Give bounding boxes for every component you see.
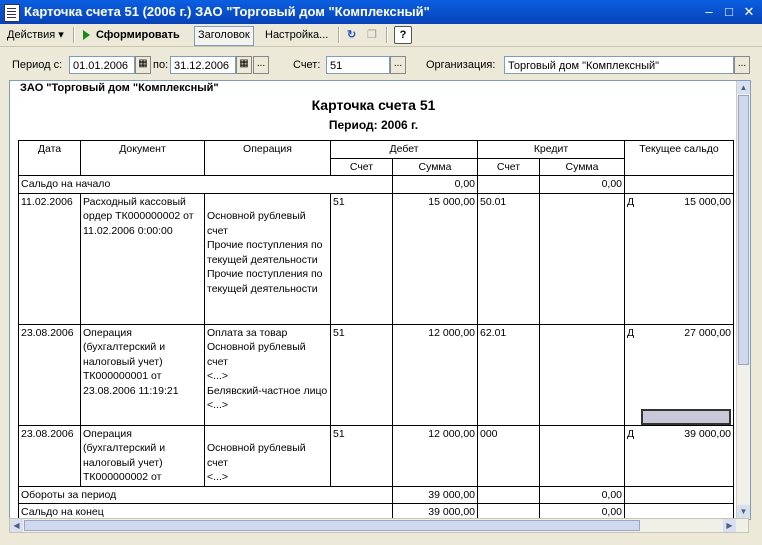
close-icon[interactable]: ✕	[743, 4, 755, 19]
parameters-panel	[0, 47, 762, 77]
toolbar-separator	[338, 27, 340, 43]
operation-line: Белявский-частное лицо	[207, 384, 328, 397]
header-button[interactable]: Заголовок	[194, 26, 254, 46]
refresh-icon[interactable]: ↻	[347, 29, 357, 41]
table-row[interactable]	[19, 324, 734, 425]
row-date: 23.08.2006	[19, 425, 81, 486]
balance-side: Д	[627, 326, 635, 339]
opening-debit: 0,00	[393, 176, 478, 194]
scroll-right-icon[interactable]: ▶	[723, 519, 736, 532]
header-balance: Текущее сальдо	[625, 141, 734, 176]
help-button[interactable]: ?	[394, 26, 412, 44]
operation-line: Основной рублевый счет	[207, 442, 306, 469]
table-row[interactable]	[19, 425, 734, 486]
row-credit-sum	[540, 324, 625, 425]
row-date: 23.08.2006	[19, 324, 81, 425]
turnover-credit: 0,00	[540, 486, 625, 504]
play-icon	[83, 30, 90, 40]
selection-cursor[interactable]	[641, 409, 731, 425]
operation-line: Прочие поступления по текущей деятельности	[207, 239, 323, 266]
row-operation	[205, 193, 331, 324]
document-icon	[4, 4, 20, 22]
row-debit-sum: 15 000,00	[393, 193, 478, 324]
account-card-table	[18, 140, 734, 520]
row-debit-sum: 12 000,00	[393, 425, 478, 486]
row-credit-account: 62.01	[478, 324, 540, 425]
organization-select-button[interactable]: ...	[734, 56, 750, 74]
operation-line: Основной рублевый счет	[207, 341, 306, 368]
scroll-left-icon[interactable]: ◀	[10, 519, 23, 532]
scroll-down-icon[interactable]: ▼	[737, 505, 750, 518]
row-date: 11.02.2006	[19, 193, 81, 324]
actions-menu[interactable]	[4, 26, 67, 44]
operation-line: <...>	[207, 471, 229, 483]
row-balance	[625, 425, 734, 486]
operation-line: Основной рублевый счет	[207, 210, 306, 237]
table-row[interactable]	[19, 193, 734, 324]
balance-side: Д	[627, 195, 635, 208]
balance-side: Д	[627, 427, 635, 440]
toolbar-separator	[386, 27, 388, 43]
toolbar	[0, 24, 762, 47]
title-bar	[0, 0, 762, 24]
operation-line: Оплата за товар	[207, 326, 288, 339]
closing-credit: 0,00	[540, 504, 625, 521]
header-credit: Кредит	[478, 141, 625, 159]
header-document: Документ	[81, 141, 205, 176]
period-from-label: Период с:	[12, 59, 63, 71]
operation-line: <...>	[207, 399, 229, 411]
opening-balance-label: Сальдо на начало	[19, 176, 393, 194]
balance-sum: 39 000,00	[684, 427, 731, 440]
copy-icon[interactable]: ❐	[367, 29, 377, 41]
turnover-label: Обороты за период	[19, 486, 393, 504]
turnover-debit: 39 000,00	[393, 486, 478, 504]
row-credit-account: 000	[478, 425, 540, 486]
operation-line: <...>	[207, 370, 229, 382]
row-credit-sum	[540, 425, 625, 486]
toolbar-separator	[73, 27, 75, 43]
cell	[478, 486, 540, 504]
calendar-icon[interactable]: ▦	[236, 56, 252, 74]
report-title: Карточка счета 51	[311, 97, 436, 113]
generate-label: Сформировать	[96, 29, 180, 41]
settings-button[interactable]: Настройка...	[265, 29, 329, 41]
opening-balance-row[interactable]	[19, 176, 734, 194]
period-select-button[interactable]: ...	[253, 56, 269, 74]
turnover-row[interactable]	[19, 486, 734, 504]
report-organization: ЗАО "Торговый дом "Комплексный"	[20, 82, 219, 94]
account-label: Счет:	[293, 59, 321, 71]
row-debit-account: 51	[331, 324, 393, 425]
header-operation: Операция	[205, 141, 331, 176]
table-header-row	[19, 141, 734, 159]
generate-button[interactable]	[80, 26, 183, 44]
cell	[625, 486, 734, 504]
maximize-icon[interactable]: □	[725, 4, 733, 19]
horizontal-scroll-thumb[interactable]	[24, 520, 640, 531]
header-debit: Дебет	[331, 141, 478, 159]
cell	[625, 176, 734, 194]
organization-label: Организация:	[426, 59, 496, 71]
vertical-scrollbar[interactable]	[736, 81, 750, 518]
calendar-icon[interactable]: ▦	[135, 56, 151, 74]
balance-sum: 27 000,00	[684, 326, 731, 339]
period-from-field[interactable]: 01.01.2006	[69, 56, 135, 74]
window-title: Карточка счета 51 (2006 г.) ЗАО "Торговый дом "Комплексный"	[24, 4, 430, 19]
row-document: Расходный кассовый ордер ТК000000002 от 11.02.2006 0:00:00	[81, 193, 205, 324]
period-to-field[interactable]: 31.12.2006	[170, 56, 236, 74]
row-balance	[625, 324, 734, 425]
report-area[interactable]	[9, 80, 751, 520]
operation-line: Прочие поступления по текущей деятельности	[207, 268, 323, 295]
row-credit-sum	[540, 193, 625, 324]
header-credit-account: Счет	[478, 158, 540, 176]
header-credit-sum: Сумма	[540, 158, 625, 176]
dropdown-arrow-icon: ▾	[58, 29, 64, 41]
scroll-up-icon[interactable]: ▲	[737, 81, 750, 94]
minimize-icon[interactable]: –	[705, 4, 713, 19]
row-credit-account: 50.01	[478, 193, 540, 324]
row-balance	[625, 193, 734, 324]
row-debit-sum: 12 000,00	[393, 324, 478, 425]
header-debit-sum: Сумма	[393, 158, 478, 176]
horizontal-scrollbar[interactable]	[9, 518, 749, 533]
period-to-label: по:	[153, 59, 169, 71]
row-operation	[205, 425, 331, 486]
row-debit-account: 51	[331, 193, 393, 324]
organization-field[interactable]: Торговый дом "Комплексный"	[504, 56, 734, 74]
row-document: Операция (бухгалтерский и налоговый учет) ТК000000002 от	[81, 425, 205, 486]
closing-debit: 39 000,00	[393, 504, 478, 521]
header-debit-account: Счет	[331, 158, 393, 176]
vertical-scroll-thumb[interactable]	[738, 95, 749, 365]
cell	[478, 176, 540, 194]
row-operation	[205, 324, 331, 425]
opening-credit: 0,00	[540, 176, 625, 194]
row-debit-account: 51	[331, 425, 393, 486]
account-field[interactable]: 51	[326, 56, 390, 74]
actions-label: Действия	[7, 29, 56, 41]
account-select-button[interactable]: ...	[390, 56, 406, 74]
report-period: Период: 2006 г.	[328, 118, 419, 132]
header-date: Дата	[19, 141, 81, 176]
balance-sum: 15 000,00	[684, 195, 731, 208]
closing-balance-label: Сальдо на конец	[19, 504, 393, 521]
row-document: Операция (бухгалтерский и налоговый учет) ТК000000001 от 23.08.2006 11:19:21	[81, 324, 205, 425]
